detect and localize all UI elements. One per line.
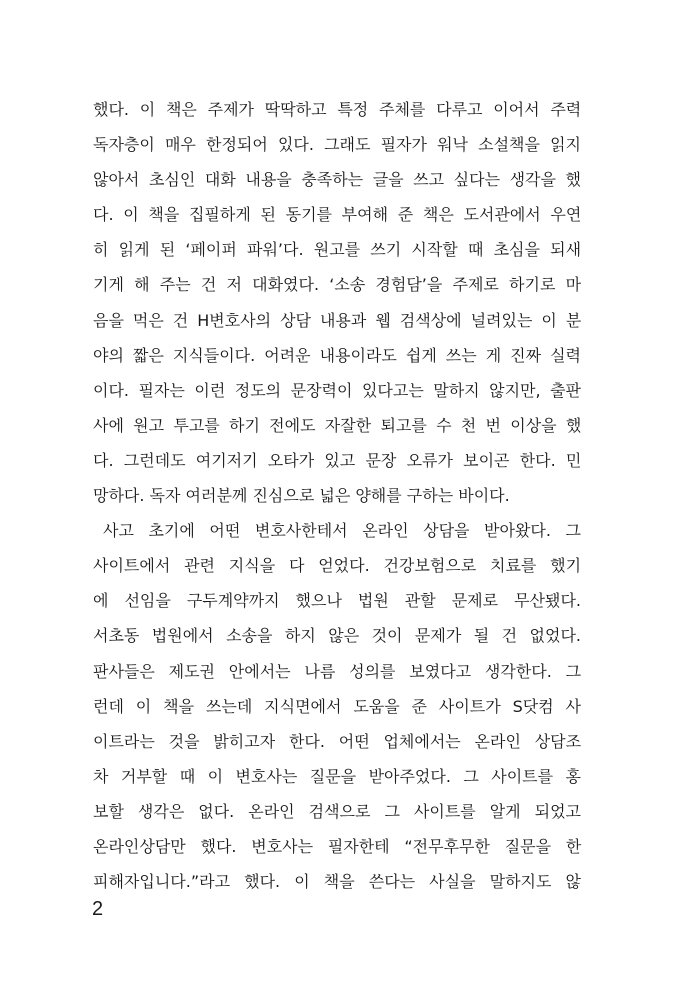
text-line: 판사들은 제도권 안에서는 나름 성의를 보였다고 생각한다. 그 (93, 661, 582, 681)
text-line: 보할 생각은 없다. 온라인 검색으로 그 사이트를 알게 되었고 (93, 801, 581, 821)
text-line: 런데 이 책을 쓰는데 지식면에서 도움을 준 사이트가 S닷컴 사 (93, 696, 581, 716)
text-line: 망하다. 독자 여러분께 진심으로 넓은 양해를 구하는 바이다. (93, 486, 510, 506)
text-line: 사에 원고 투고를 하기 전에도 자잘한 퇴고를 수 천 번 이상을 했 (93, 415, 582, 435)
text-line: 서초동 법원에서 소송을 하지 않은 것이 문제가 될 건 없었다. (93, 626, 581, 646)
text-line: 이트라는 것을 밝히고자 한다. 어떤 업체에서는 온라인 상담조 (93, 731, 582, 751)
text-line: 기게 해 주는 건 저 대화였다. ‘소송 경험담’을 주제로 하기로 마 (93, 275, 582, 295)
text-line: 사이트에서 관련 지식을 다 얻었다. 건강보험으로 치료를 했기 (93, 556, 582, 576)
text-line: 야의 짧은 지식들이다. 어려운 내용이라도 쉽게 쓰는 게 진짜 실력 (93, 345, 581, 365)
text-line: 차 거부할 때 이 변호사는 질문을 받아주었다. 그 사이트를 홍 (93, 766, 581, 786)
text-line: 다. 그런데도 여기저기 오타가 있고 문장 오류가 보이곤 한다. 민 (93, 450, 582, 470)
text-line: 않아서 초심인 대화 내용을 충족하는 글을 쓰고 싶다는 생각을 했 (93, 170, 581, 190)
text-line: 히 읽게 된 ‘페이퍼 파워’다. 원고를 쓰기 시작할 때 초심을 되새 (93, 240, 582, 260)
text-line: 에 선임을 구두계약까지 했으나 법원 관할 문제로 무산됐다. (93, 591, 581, 611)
text-line: 독자층이 매우 한정되어 있다. 그래도 필자가 워낙 소설책을 읽지 (93, 135, 581, 155)
text-line: 음을 먹은 건 H변호사의 상담 내용과 웹 검색상에 널려있는 이 분 (93, 310, 582, 330)
text-line: 이다. 필자는 이런 정도의 문장력이 있다고는 말하지 않지만, 출판 (93, 380, 581, 400)
text-line: 사고 초기에 어떤 변호사한테서 온라인 상담을 받아왔다. 그 (103, 521, 581, 541)
text-line: 했다. 이 책은 주제가 딱딱하고 특정 주체를 다루고 이어서 주력 (93, 100, 582, 119)
text-line: 온라인상담만 했다. 변호사는 필자한테 “전무후무한 질문을 한 (93, 836, 582, 856)
page-number: 2 (92, 898, 104, 920)
text-line: 다. 이 책을 집필하게 된 동기를 부여해 준 책은 도서관에서 우연 (93, 205, 582, 225)
text-line: 피해자입니다.”라고 했다. 이 책을 쓴다는 사실을 말하지도 않 (93, 872, 582, 892)
body-text (93, 92, 581, 899)
